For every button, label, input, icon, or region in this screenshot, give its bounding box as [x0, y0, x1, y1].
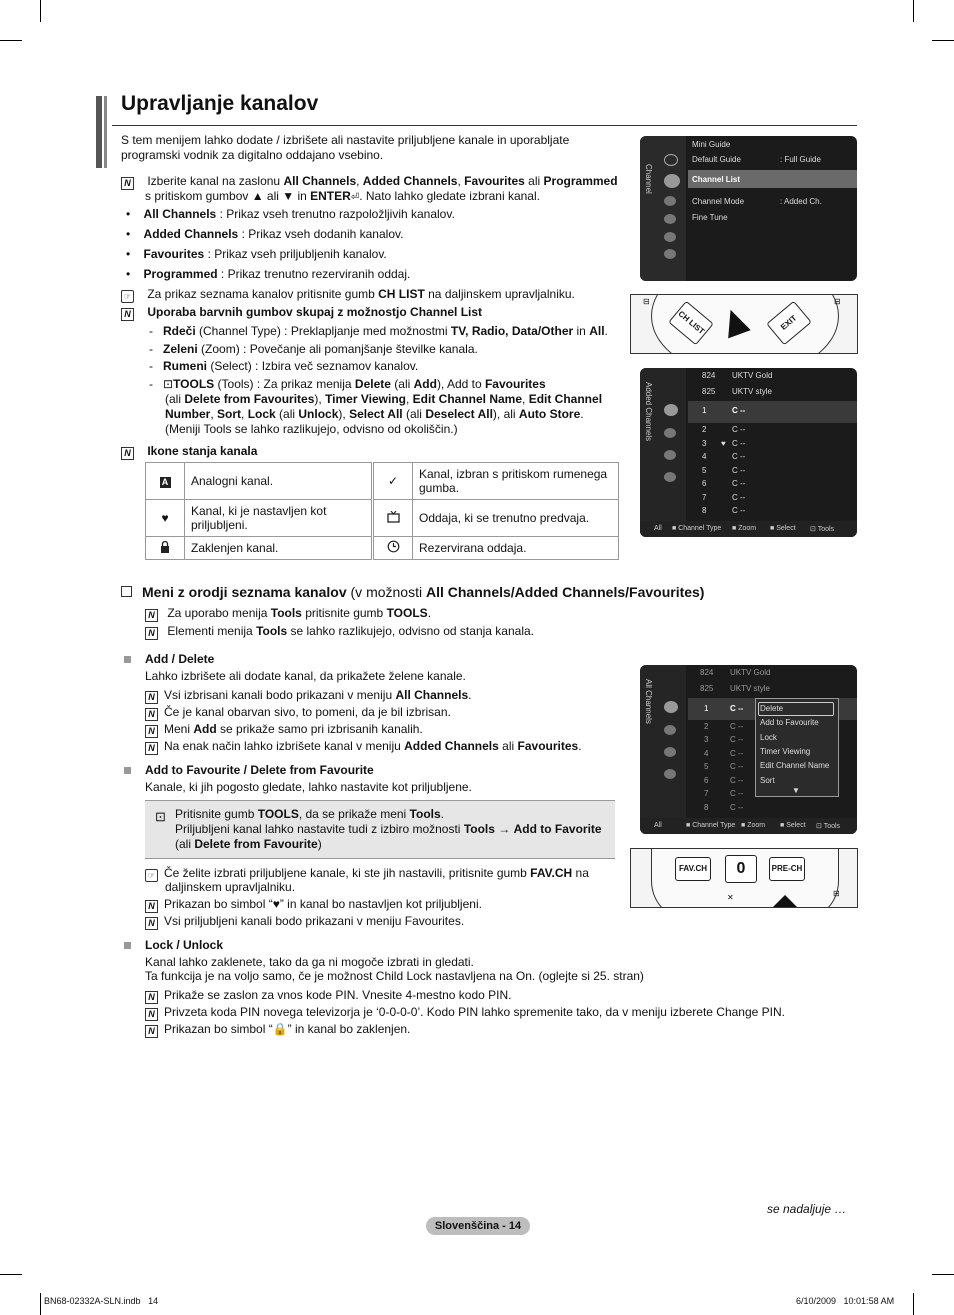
zero-button[interactable]: 0: [725, 855, 757, 883]
note-select-channel: N Izberite kanal na zaslonu All Channels, Added Channels, Favourites ali Programmed: [121, 174, 626, 190]
title-rule: [112, 125, 857, 126]
table-cell: Zaklenjen kanal.: [185, 537, 373, 560]
menu-item-selected[interactable]: Channel List: [692, 175, 741, 184]
table-row: [146, 463, 619, 500]
note-icon: N: [145, 1008, 158, 1021]
note-icon: N: [145, 1025, 158, 1038]
channel-name[interactable]: C --: [732, 506, 746, 515]
channel-number: 2: [704, 722, 709, 731]
channel-name[interactable]: C --: [730, 803, 744, 812]
tools-line: (ali Delete from Favourite): [175, 837, 322, 851]
note-icon: N: [145, 609, 158, 622]
continued-text: se nadaljuje …: [767, 1202, 847, 1216]
application-icon: [664, 232, 676, 242]
table-cell: Oddaja, ki se trenutno predvaja.: [413, 500, 619, 537]
popup-item-sort[interactable]: Sort: [760, 776, 775, 785]
fav-ch-button[interactable]: FAV.CH: [675, 857, 711, 881]
note-icon: N: [145, 900, 158, 913]
table-cell: Kanal, izbran s pritiskom rumenega gumba.: [413, 463, 619, 500]
tools-line: Priljubljeni kanal lahko nastavite tudi z izbiro možnosti Tools → Add to Favorite: [175, 822, 602, 836]
clock-icon: [664, 472, 676, 482]
note-icon: N: [145, 991, 158, 1004]
popup-item-delete[interactable]: Delete: [760, 704, 784, 713]
menu-item[interactable]: Default Guide: [692, 155, 741, 164]
scroll-down-icon[interactable]: ▼: [792, 786, 800, 795]
menu-item[interactable]: Channel Mode: [692, 197, 745, 206]
check-icon: ✓: [373, 463, 413, 500]
channel-number: 8: [702, 506, 707, 515]
list-item-cont: (ali Delete from Favourites), Timer Viewing, Edit Channel Name, Edit Channel: [165, 392, 603, 406]
subhead-favourite: Add to Favourite / Delete from Favourite: [124, 763, 374, 777]
channel-name[interactable]: C --: [730, 722, 744, 731]
channel-number: 3: [702, 439, 707, 448]
crop-mark: [932, 1274, 954, 1275]
channel-number: 4: [702, 452, 707, 461]
note-icon: N: [145, 917, 158, 930]
list-item: • All Channels : Prikaz vseh trenutno razpoložljivih kanalov.: [126, 207, 455, 221]
channel-number: 1: [704, 704, 709, 713]
channel-number: 824: [700, 668, 714, 677]
list-item-cont: Number, Sort, Lock (ali Unlock), Select All (ali Deselect All), ali Auto Store.: [165, 407, 584, 421]
channel-name[interactable]: C --: [730, 762, 744, 771]
hand-icon: ☞: [121, 290, 134, 303]
channel-icon: [664, 701, 678, 713]
note-icon: N: [145, 691, 158, 704]
list-item: - Zeleni (Zoom) : Povečanje ali pomanjšanje številke kanala.: [149, 342, 478, 356]
channel-number: 1: [702, 406, 707, 415]
note-icon: N: [145, 627, 158, 640]
tv-added-channels: [640, 368, 857, 537]
menu-item-value: : Added Ch.: [780, 197, 822, 206]
channel-number: 2: [702, 425, 707, 434]
pre-ch-button[interactable]: PRE-CH: [769, 857, 805, 881]
program-icon: [664, 428, 676, 438]
tools-icon: ⊡: [163, 377, 174, 391]
footer-all: All: [654, 822, 662, 829]
note-color-buttons: N Uporaba barvnih gumbov skupaj z možnostjo Channel List: [121, 305, 482, 321]
support-icon: [664, 249, 676, 259]
status-icon-table: [145, 462, 619, 560]
channel-name[interactable]: C --: [732, 406, 746, 415]
mute-icon: ✕: [727, 893, 734, 902]
table-row: [146, 500, 619, 537]
crop-mark: [913, 1293, 914, 1315]
footer-file-info: BN68-02332A-SLN.indb 14: [44, 1296, 159, 1306]
note-lock: N Prikazan bo simbol “🔒” in kanal bo zaklenjen.: [145, 1022, 410, 1038]
crop-mark: [40, 1293, 41, 1315]
table-cell: Rezervirana oddaja.: [413, 537, 619, 560]
popup-item-timer-viewing[interactable]: Timer Viewing: [760, 747, 811, 756]
section-title: Meni z orodji seznama kanalov (v možnosti All Channels/Added Channels/Favourites): [121, 584, 704, 600]
arrow-up-icon: [773, 895, 797, 907]
note-icon: N: [145, 742, 158, 755]
footer-yellow-select[interactable]: ■ Select: [780, 822, 806, 829]
channel-number: 8: [704, 803, 709, 812]
lock-desc: Ta funkcija je na voljo samo, če je možnost Child Lock nastavljena na On. (oglejte si 25. stran): [145, 969, 644, 983]
fav-desc: Kanale, ki jih pogosto gledate, lahko nastavite kot priljubljene.: [145, 780, 472, 794]
tv-all-channels: [640, 665, 857, 834]
note-tools-vary: N Elementi menija Tools se lahko razlikujejo, odvisno od stanja kanala.: [145, 624, 534, 640]
input-icon: [664, 214, 676, 224]
footer-green-zoom[interactable]: ■ Zoom: [732, 525, 757, 532]
note-status-icons: N Ikone stanja kanala: [121, 444, 257, 460]
channel-number: 4: [704, 749, 709, 758]
footer-red-channel-type[interactable]: ■ Channel Type: [686, 822, 736, 829]
channel-name[interactable]: C --: [732, 425, 746, 434]
note-icon: N: [145, 725, 158, 738]
note-icon: N: [121, 177, 134, 190]
clock-icon: [373, 537, 413, 560]
note-icon: N: [145, 708, 158, 721]
note-icon: N: [121, 308, 134, 321]
menu-sidebar: [640, 136, 686, 281]
note-fav: N Prikazan bo simbol “♥” in kanal bo nastavljen kot priljubljeni.: [145, 897, 482, 913]
list-item: • Programmed : Prikaz trenutno rezerviranih oddaj.: [126, 267, 411, 281]
channel-name[interactable]: C --: [732, 479, 746, 488]
channel-name[interactable]: C --: [732, 493, 746, 502]
channel-icon: [664, 174, 680, 188]
list-item: • Added Channels : Prikaz vseh dodanih kanalov.: [126, 227, 404, 241]
footer-tools[interactable]: ⊡ Tools: [816, 823, 841, 830]
channel-name[interactable]: UKTV style: [732, 387, 773, 396]
list-item: - Rumeni (Select) : Izbira več seznamov kanalov.: [149, 359, 419, 373]
crop-mark: [932, 40, 954, 41]
crop-mark: [0, 40, 22, 41]
list-footer: [640, 521, 857, 537]
note-add: N Če je kanal obarvan sivo, to pomeni, da je bil izbrisan.: [145, 705, 451, 721]
list-item-cont: (Meniji Tools se lahko razlikujejo, odvisno od okoliščin.): [165, 422, 458, 436]
info-icon: ⊟: [833, 889, 840, 898]
lock-icon: [146, 537, 185, 560]
channel-number: 825: [700, 684, 714, 693]
note-lock: N Prikaže se zaslon za vnos kode PIN. Vnesite 4-mestno kodo PIN.: [145, 988, 512, 1004]
remote-fav-ch: [630, 848, 858, 908]
menu-vertical-label: Channel: [644, 164, 653, 194]
square-bullet-icon: [124, 942, 131, 949]
footer-yellow-select[interactable]: ■ Select: [770, 525, 796, 532]
note-select-channel-cont: s pritiskom gumbov ▲ ali ▼ in ENTER⏎. Nato lahko gledate izbrani kanal.: [145, 189, 540, 203]
tools-line: Pritisnite gumb TOOLS, da se prikaže meni Tools.: [175, 807, 444, 821]
note-fav: N Vsi priljubljeni kanali bodo prikazani v meniju Favourites.: [145, 914, 464, 930]
table-cell: Analogni kanal.: [185, 463, 373, 500]
tools-icon: ⊡: [155, 809, 166, 824]
footer-green-zoom[interactable]: ■ Zoom: [741, 822, 766, 829]
list-item: • Favourites : Prikaz vseh priljubljenih kanalov.: [126, 247, 387, 261]
square-bullet-icon: [124, 656, 131, 663]
channel-name[interactable]: C --: [730, 749, 744, 758]
heart-icon: ♥: [146, 500, 185, 537]
square-bullet-icon: [121, 586, 132, 597]
tools-popup: [755, 698, 839, 797]
info-icon: ⊟: [834, 297, 841, 306]
exit-button[interactable]: EXIT: [766, 301, 812, 346]
crop-mark: [0, 1274, 22, 1275]
row-highlight: [688, 401, 857, 423]
picture-icon: [664, 154, 678, 166]
page-title: Upravljanje kanalov: [121, 92, 319, 115]
heart-icon: ♥: [721, 439, 726, 448]
channel-number: 3: [704, 735, 709, 744]
note-add: N Na enak način lahko izbrišete kanal v meniju Added Channels ali Favourites.: [145, 739, 582, 755]
list-vertical-label: Added Channels: [644, 382, 653, 442]
intro-text: S tem menijem lahko dodate / izbrišete ali nastavite priljubljene kanale in uporabljate programski vodnik za digitalno oddajano vsebino.: [121, 133, 570, 162]
list-vertical-label: All Channels: [644, 679, 653, 724]
channel-name[interactable]: UKTV Gold: [732, 371, 773, 380]
channel-number: 7: [704, 789, 709, 798]
tv-channel-menu: [640, 136, 857, 281]
setup-icon: [664, 196, 676, 206]
square-bullet-icon: [124, 767, 131, 774]
channel-name[interactable]: C --: [732, 466, 746, 475]
list-item: - Rdeči (Channel Type) : Preklapljanje med možnostmi TV, Radio, Data/Other in All.: [149, 324, 608, 338]
note-add: N Meni Add se prikaže samo pri izbrisanih kanalih.: [145, 722, 423, 738]
enter-icon: ⏎: [350, 192, 360, 203]
footer-red-channel-type[interactable]: ■ Channel Type: [672, 525, 722, 532]
tv-icon: [373, 500, 413, 537]
menu-item[interactable]: Mini Guide: [692, 140, 731, 149]
channel-name[interactable]: C --: [730, 776, 744, 785]
channel-number: 6: [704, 776, 709, 785]
ch-list-button[interactable]: CH LIST: [668, 301, 714, 346]
remote-ch-list: [630, 294, 858, 354]
channel-name[interactable]: UKTV style: [730, 684, 771, 693]
analog-icon: A: [146, 463, 185, 500]
note-tools: N Za uporabo menija Tools pritisnite gumb TOOLS.: [145, 606, 431, 622]
channel-number: 5: [704, 762, 709, 771]
list-footer: [640, 818, 857, 834]
tools-info-box: [145, 800, 615, 859]
program-icon: [664, 725, 676, 735]
heart-icon: [664, 747, 676, 757]
footer-all: All: [654, 525, 662, 532]
subhead-lock: Lock / Unlock: [124, 938, 223, 952]
channel-icon: [664, 404, 678, 416]
crop-mark: [913, 0, 914, 22]
note-icon: N: [121, 447, 134, 460]
clock-icon: [664, 769, 676, 779]
channel-name[interactable]: C --: [732, 452, 746, 461]
note-fav: ☞ Če želite izbrati priljubljene kanale, ki ste jih nastavili, pritisnite gumb FAV.CH na: [145, 866, 589, 882]
menu-item-value: : Full Guide: [780, 155, 821, 164]
list-item: - ⊡TOOLS (Tools) : Za prikaz menija Delete (ali Add), Add to Favourites: [149, 377, 546, 391]
footer-tools[interactable]: ⊡ Tools: [810, 526, 835, 533]
channel-name[interactable]: C --: [730, 735, 744, 744]
popup-item-add-to-favourite[interactable]: Add to Favourite: [760, 718, 819, 727]
channel-number: 5: [702, 466, 707, 475]
hand-icon: ☞: [145, 869, 158, 882]
channel-number: 824: [702, 371, 716, 380]
table-row: [146, 537, 619, 560]
channel-number: 7: [702, 493, 707, 502]
channel-name[interactable]: C --: [732, 439, 746, 448]
table-cell: Kanal, ki je nastavljen kot priljubljeni.: [185, 500, 373, 537]
popup-item-lock[interactable]: Lock: [760, 733, 777, 742]
page-number-label: Slovenščina - 14: [426, 1217, 530, 1235]
channel-name[interactable]: C --: [730, 704, 744, 713]
popup-item-edit-channel-name[interactable]: Edit Channel Name: [760, 761, 830, 770]
channel-name[interactable]: C --: [730, 789, 744, 798]
channel-name[interactable]: UKTV Gold: [730, 668, 771, 677]
add-desc: Lahko izbrišete ali dodate kanal, da prikažete želene kanale.: [145, 669, 466, 683]
channel-number: 825: [702, 387, 716, 396]
heart-icon: [664, 450, 676, 460]
return-icon: ⊟: [643, 297, 650, 306]
title-accent-bar: [104, 96, 107, 168]
menu-item[interactable]: Fine Tune: [692, 213, 728, 222]
footer-timestamp: 6/10/2009 10:01:58 AM: [796, 1296, 895, 1306]
channel-number: 6: [702, 479, 707, 488]
subhead-add-delete: Add / Delete: [124, 652, 214, 666]
note-ch-list: ☞ Za prikaz seznama kanalov pritisnite gumb CH LIST na daljinskem upravljalniku.: [121, 287, 575, 303]
note-add: N Vsi izbrisani kanali bodo prikazani v meniju All Channels.: [145, 688, 471, 704]
lock-desc: Kanal lahko zaklenete, tako da ga ni mogoče izbrati in gledati.: [145, 955, 474, 969]
title-accent-bar: [96, 96, 102, 168]
note-lock: N Privzeta koda PIN novega televizorja je ‘0-0-0-0’. Kodo PIN lahko spremenite tako, da v meniju izberete Change PIN.: [145, 1005, 785, 1021]
note-fav-cont: daljinskem upravljalniku.: [165, 880, 296, 894]
crop-mark: [40, 0, 41, 22]
